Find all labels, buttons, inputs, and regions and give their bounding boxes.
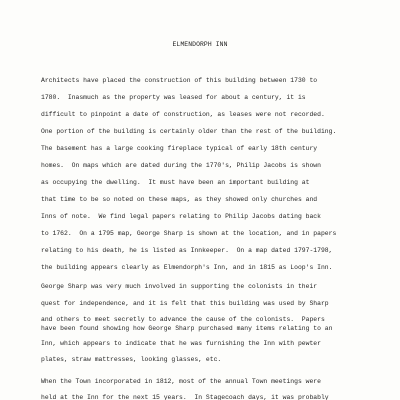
paragraph-1-line-2: 1780. Inasmuch as the property was leased for about a century, it is bbox=[41, 94, 306, 101]
paragraph-1-line-1: Architects have placed the construction of this building between 1730 to bbox=[41, 77, 318, 84]
paragraph-3-line-1: When the Town incorporated in 1812, most of the annual Town meetings were bbox=[41, 378, 321, 385]
paragraph-3-line-2: held at the Inn for the next 15 years. In Stagecoach days, it was probably bbox=[41, 394, 329, 400]
paragraph-2-line-4: have been found showing how George Sharp purchased many items relating to an bbox=[41, 325, 333, 332]
paragraph-1-line-5: The basement has a large cooking fireplace typical of early 18th century bbox=[41, 145, 318, 152]
paragraph-1-line-4: One portion of the building is certainly older than the rest of the building. bbox=[41, 128, 337, 135]
paragraph-1-line-3: difficult to pinpoint a date of construction, as leases were not recorded. bbox=[41, 111, 325, 118]
paragraph-1-line-8: that time to be so noted on these maps, as they showed only churches and bbox=[41, 196, 318, 203]
paragraph-1-line-10: to 1762. On a 1795 map, George Sharp is shown at the location, and in papers bbox=[41, 230, 337, 237]
paragraph-1-line-9: Inns of note. We find legal papers relating to Philip Jacobs dating back bbox=[41, 213, 321, 220]
document-title: ELMENDORPH INN bbox=[172, 41, 228, 48]
paragraph-2-line-5: Inn, which appears to indicate that he was furnishing the Inn with pewter bbox=[41, 340, 321, 347]
paragraph-1-line-12: the building appears clearly as Elmendorph's Inn, and in 1815 as Loop's Inn. bbox=[41, 264, 333, 271]
paragraph-1-line-6: homes. On maps which are dated during the 1770's, Philip Jacobs is shown bbox=[41, 162, 321, 169]
paragraph-2-line-3: and others to meet secretly to advance the cause of the colonists. Papers bbox=[41, 316, 325, 323]
paragraph-1-line-7: as occupying the dwelling. It must have been an important building at bbox=[41, 179, 310, 186]
paragraph-1-line-11: relating to his death, he is listed as Innkeeper. On a map dated 1797-1798, bbox=[41, 247, 333, 254]
paragraph-2-line-2: quest for independence, and it is felt that this building was used by Sharp bbox=[41, 300, 329, 307]
paragraph-2-line-1: George Sharp was very much involved in supporting the colonists in their bbox=[41, 283, 318, 290]
paragraph-2-line-6: plates, straw mattresses, looking glasses, etc. bbox=[41, 356, 222, 363]
